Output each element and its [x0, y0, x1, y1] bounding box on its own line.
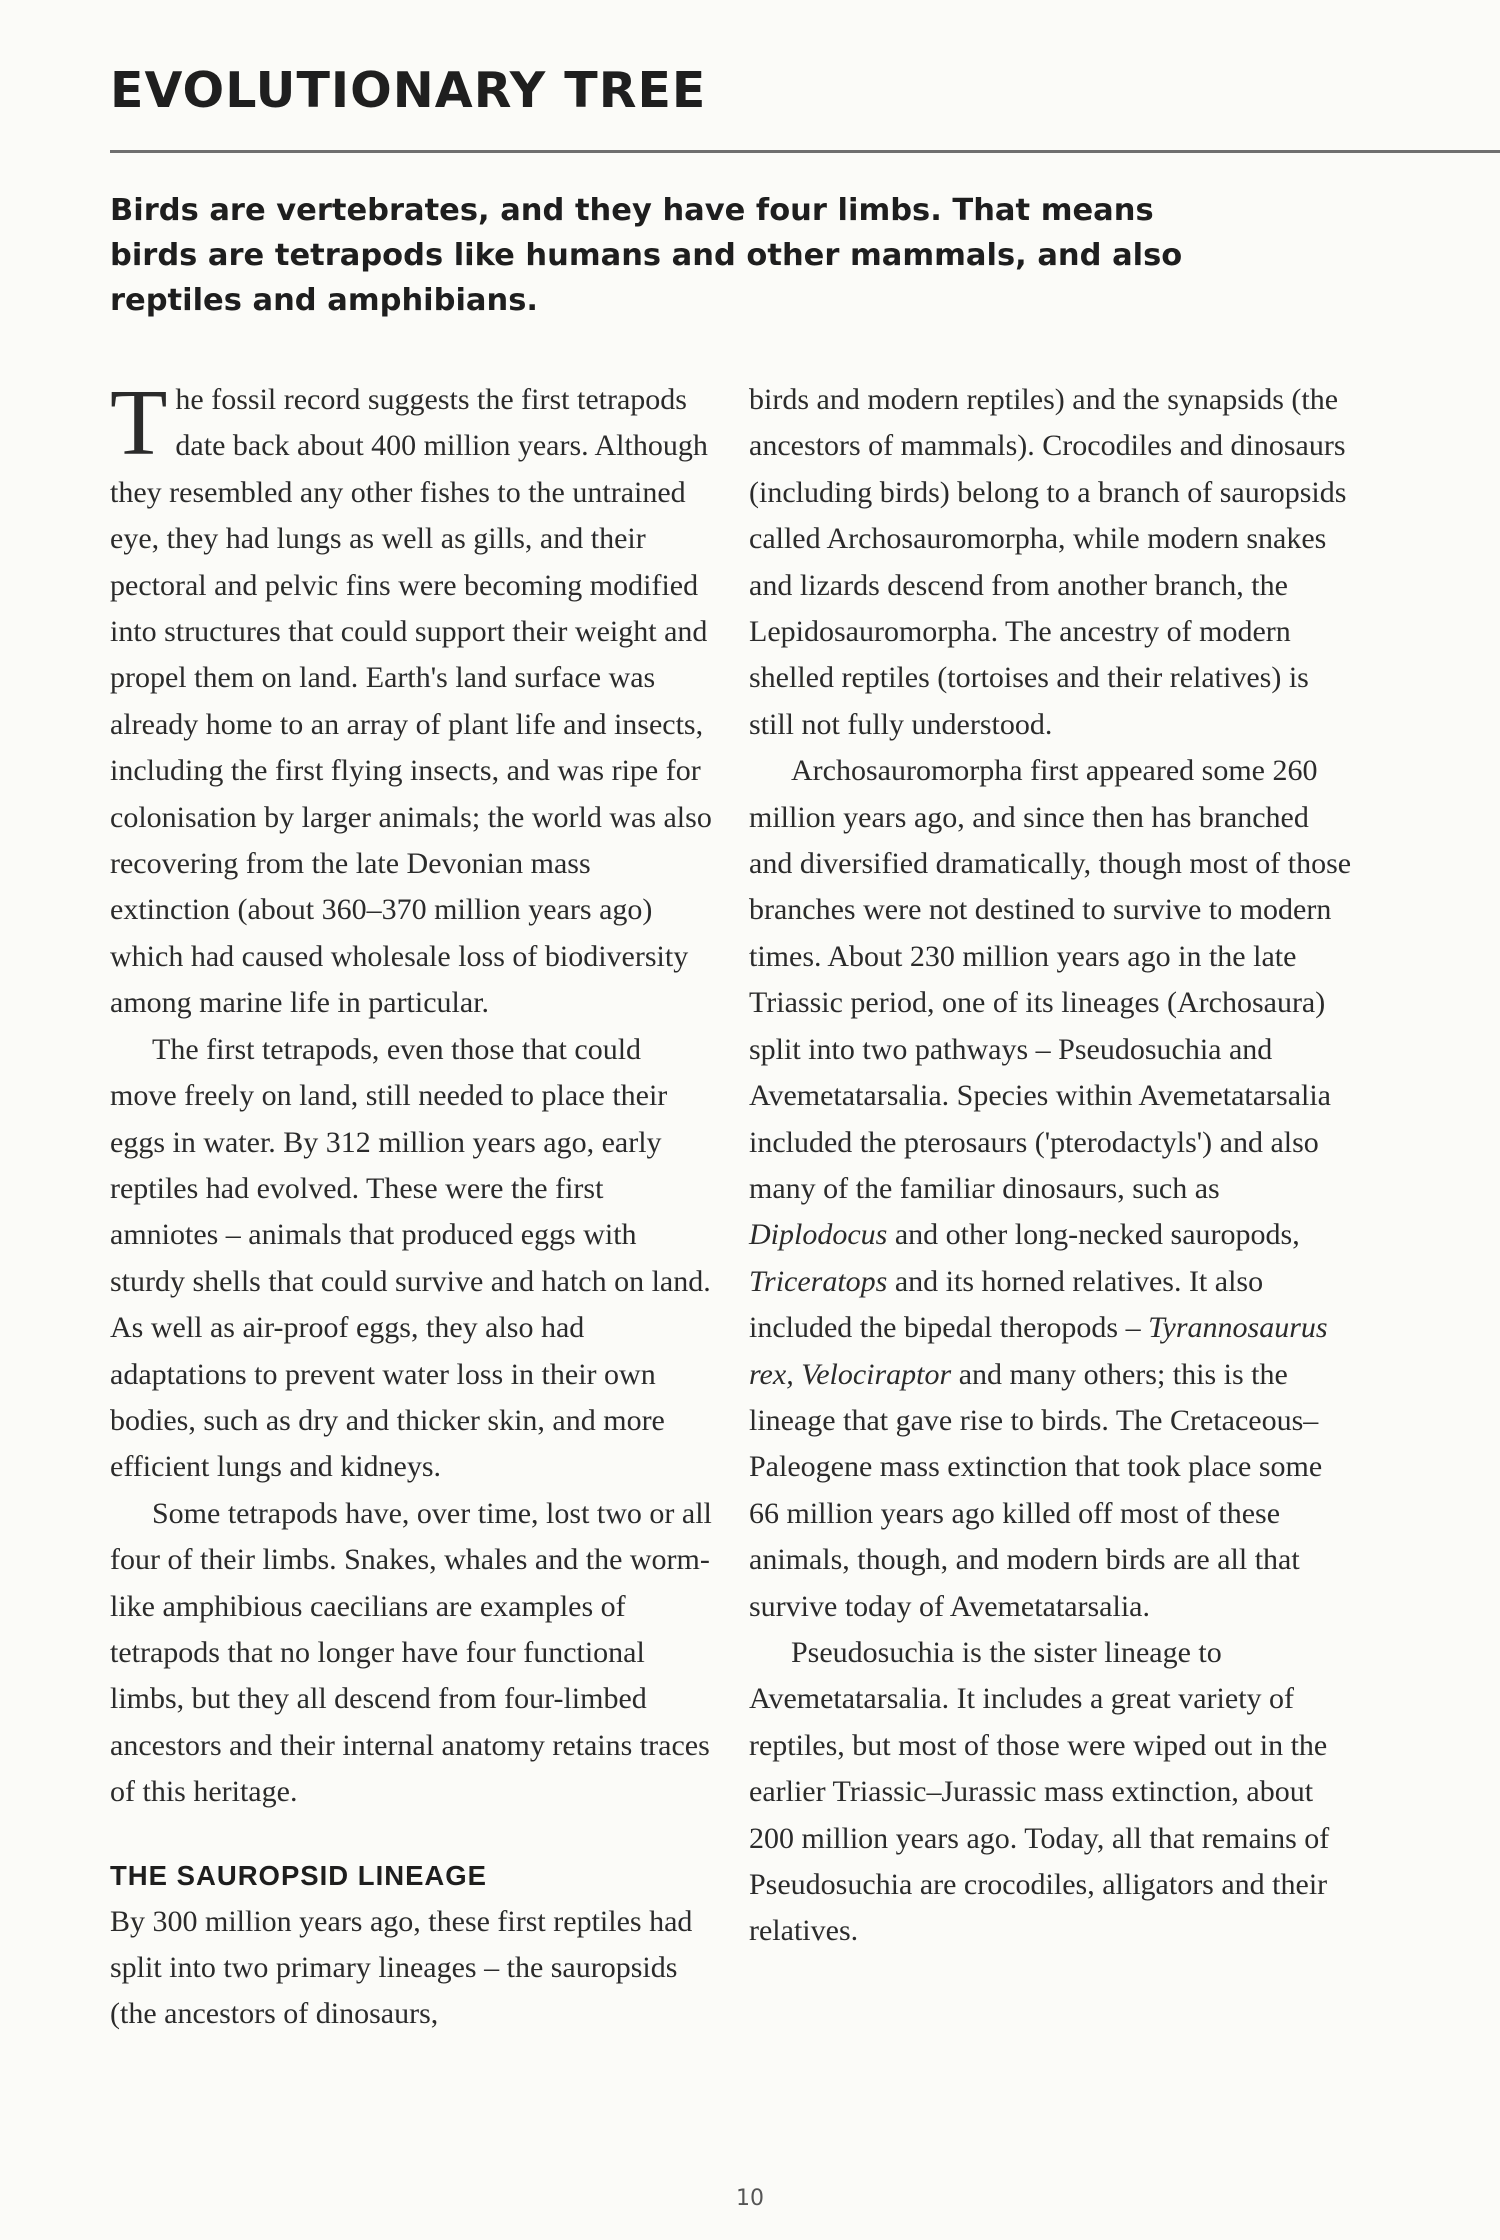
drop-cap: T	[110, 371, 168, 475]
body-paragraph-7: Pseudosuchia is the sister lineage to Avemetatarsalia. It includes a great variety of reptiles, but most of those were wiped out in the earlier Triassic–Jurassic mass extinction, about 200 million years ago. Today, all that remains of Pseudosuchia are crocodiles, alligators and their relatives.	[749, 1635, 1330, 1948]
title-divider	[110, 150, 1500, 153]
text-run: Archosauromorpha first appeared some 260 million years ago, and since then has branched and diversified dramatically, though most of those branches were not destined to survive to modern times. About 230 million years ago in the late Triassic period, one of its lineages (Archosaura) split into two pathways – Pseudosuchia and Avemetatarsalia. Species within Avemetatarsalia included the pterosaurs ('pterodactyls') and also many of the familiar dinosaurs, such as	[749, 754, 1352, 1205]
page-title: EVOLUTIONARY TREE	[110, 62, 707, 119]
text-run: and its horned relatives. It also included the bipedal theropods –	[749, 1264, 1264, 1345]
species-name: Tyrannosaurus rex, Velociraptor	[749, 1311, 1328, 1391]
species-name: Triceratops	[749, 1264, 888, 1298]
left-column	[110, 371, 715, 2038]
intro-paragraph: Birds are vertebrates, and they have four limbs. That means birds are tetrapods like humans and other mammals, and also reptiles and amphibians.	[110, 193, 1183, 318]
body-paragraph-6	[749, 748, 1359, 1630]
body-paragraph-1-text: he fossil record suggests the first tetrapods date back about 400 million years. Although they resembled any other fishes to the untrained eye, they had lungs as well as gills, and their pectoral and pelvic fins were becoming modified into structures that could support their weight and propel them on land. Earth's land surface was already home to an array of plant life and insects, including the first flying insects, and was ripe for colonisation by larger animals; the world was also recovering from the late Devonian mass extinction (about 360–370 million years ago) which had caused wholesale loss of biodiversity among marine life in particular.	[110, 383, 712, 1020]
body-paragraph-2: The first tetrapods, even those that could move freely on land, still needed to place their eggs in water. By 312 million years ago, early reptiles had evolved. These were the first amniotes – animals that produced eggs with sturdy shells that could survive and hatch on land. As well as air-proof eggs, they also had adaptations to prevent water loss in their own bodies, such as dry and thicker skin, and more efficient lungs and kidneys.	[110, 1032, 711, 1484]
text-run: and other long-necked sauropods,	[887, 1218, 1300, 1252]
body-paragraph-3: Some tetrapods have, over time, lost two or all four of their limbs. Snakes, whales and the worm-like amphibious caecilians are examples of tetrapods that no longer have four functional limbs, but they all descend from four-limbed ancestors and their internal anatomy retains traces of this heritage.	[110, 1496, 712, 1809]
text-run: and many others; this is the lineage that gave rise to birds. The Cretaceous–Paleogene mass extinction that took place some 66 million years ago killed off most of these animals, though, and modern birds are all that survive today of Avemetatarsalia.	[749, 1357, 1323, 1623]
body-paragraph-4: By 300 million years ago, these first reptiles had split into two primary lineages – the sauropsids (the ancestors of dinosaurs,	[110, 1904, 693, 2031]
section-heading: THE SAUROPSID LINEAGE	[110, 1859, 488, 1891]
right-column	[749, 377, 1359, 1955]
species-name: Diplodocus	[749, 1218, 888, 1252]
body-paragraph-5: birds and modern reptiles) and the synapsids (the ancestors of mammals). Crocodiles and dinosaurs (including birds) belong to a branch of sauropsids called Archosauromorpha, while modern snakes and lizards descend from another branch, the Lepidosauromorpha. The ancestry of modern shelled reptiles (tortoises and their relatives) is still not fully understood.	[749, 383, 1347, 741]
body-paragraph-1	[110, 371, 715, 1027]
page-number: 10	[736, 2186, 764, 2211]
